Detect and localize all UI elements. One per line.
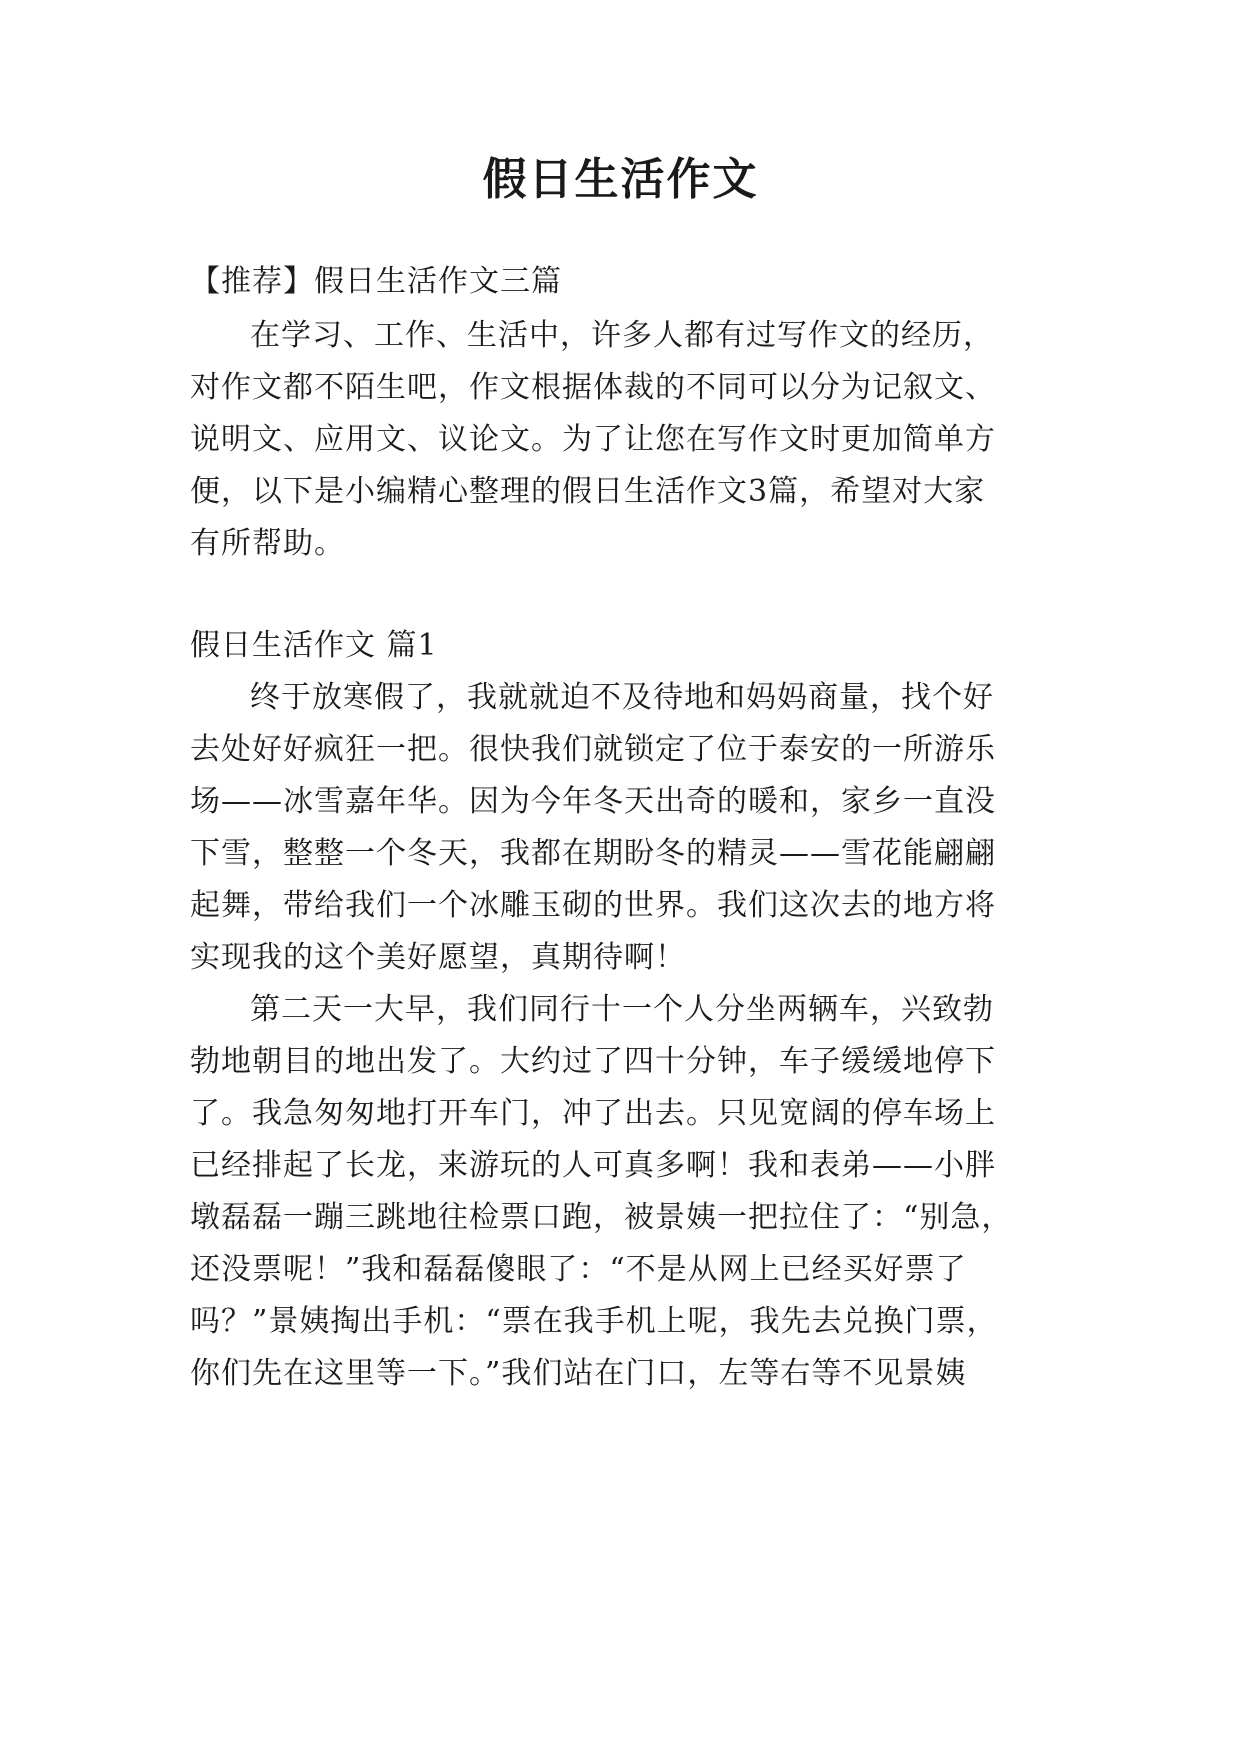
body-line: 已经排起了长龙，来游玩的人可真多啊！我和表弟——小胖 xyxy=(190,1148,996,1183)
subtitle: 【推荐】假日生活作文三篇 xyxy=(190,264,562,299)
body-line: 起舞，带给我们一个冰雕玉砌的世界。我们这次去的地方将 xyxy=(190,888,996,923)
body-line: 去处好好疯狂一把。很快我们就锁定了位于泰安的一所游乐 xyxy=(190,732,996,767)
body-line: 终于放寒假了，我就就迫不及待地和妈妈商量，找个好 xyxy=(250,680,994,715)
body-line: 勃地朝目的地出发了。大约过了四十分钟，车子缓缓地停下 xyxy=(190,1044,996,1079)
intro-line: 便，以下是小编精心整理的假日生活作文3篇，希望对大家 xyxy=(190,474,986,509)
intro-line: 说明文、应用文、议论文。为了让您在写作文时更加简单方 xyxy=(190,422,996,457)
intro-line: 在学习、工作、生活中，许多人都有过写作文的经历， xyxy=(250,318,994,353)
section-heading: 假日生活作文 篇1 xyxy=(190,628,438,663)
body-line: 实现我的这个美好愿望，真期待啊！ xyxy=(190,940,686,975)
body-line: 了。我急匆匆地打开车门，冲了出去。只见宽阔的停车场上 xyxy=(190,1096,996,1131)
intro-line: 有所帮助。 xyxy=(190,526,345,561)
body-line: 你们先在这里等一下。”我们站在门口，左等右等不见景姨 xyxy=(190,1356,967,1391)
body-line: 吗？”景姨掏出手机：“票在我手机上呢，我先去兑换门票， xyxy=(190,1304,998,1339)
body-line: 墩磊磊一蹦三跳地往检票口跑，被景姨一把拉住了：“别急， xyxy=(190,1200,1013,1235)
page-title: 假日生活作文 xyxy=(482,154,759,205)
body-line: 下雪，整整一个冬天，我都在期盼冬的精灵——雪花能翩翩 xyxy=(190,836,996,871)
body-line: 还没票呢！”我和磊磊傻眼了：“不是从网上已经买好票了 xyxy=(190,1252,967,1287)
body-line: 场——冰雪嘉年华。因为今年冬天出奇的暖和，家乡一直没 xyxy=(190,784,996,819)
intro-line: 对作文都不陌生吧，作文根据体裁的不同可以分为记叙文、 xyxy=(190,370,996,405)
body-line: 第二天一大早，我们同行十一个人分坐两辆车，兴致勃 xyxy=(250,992,994,1027)
